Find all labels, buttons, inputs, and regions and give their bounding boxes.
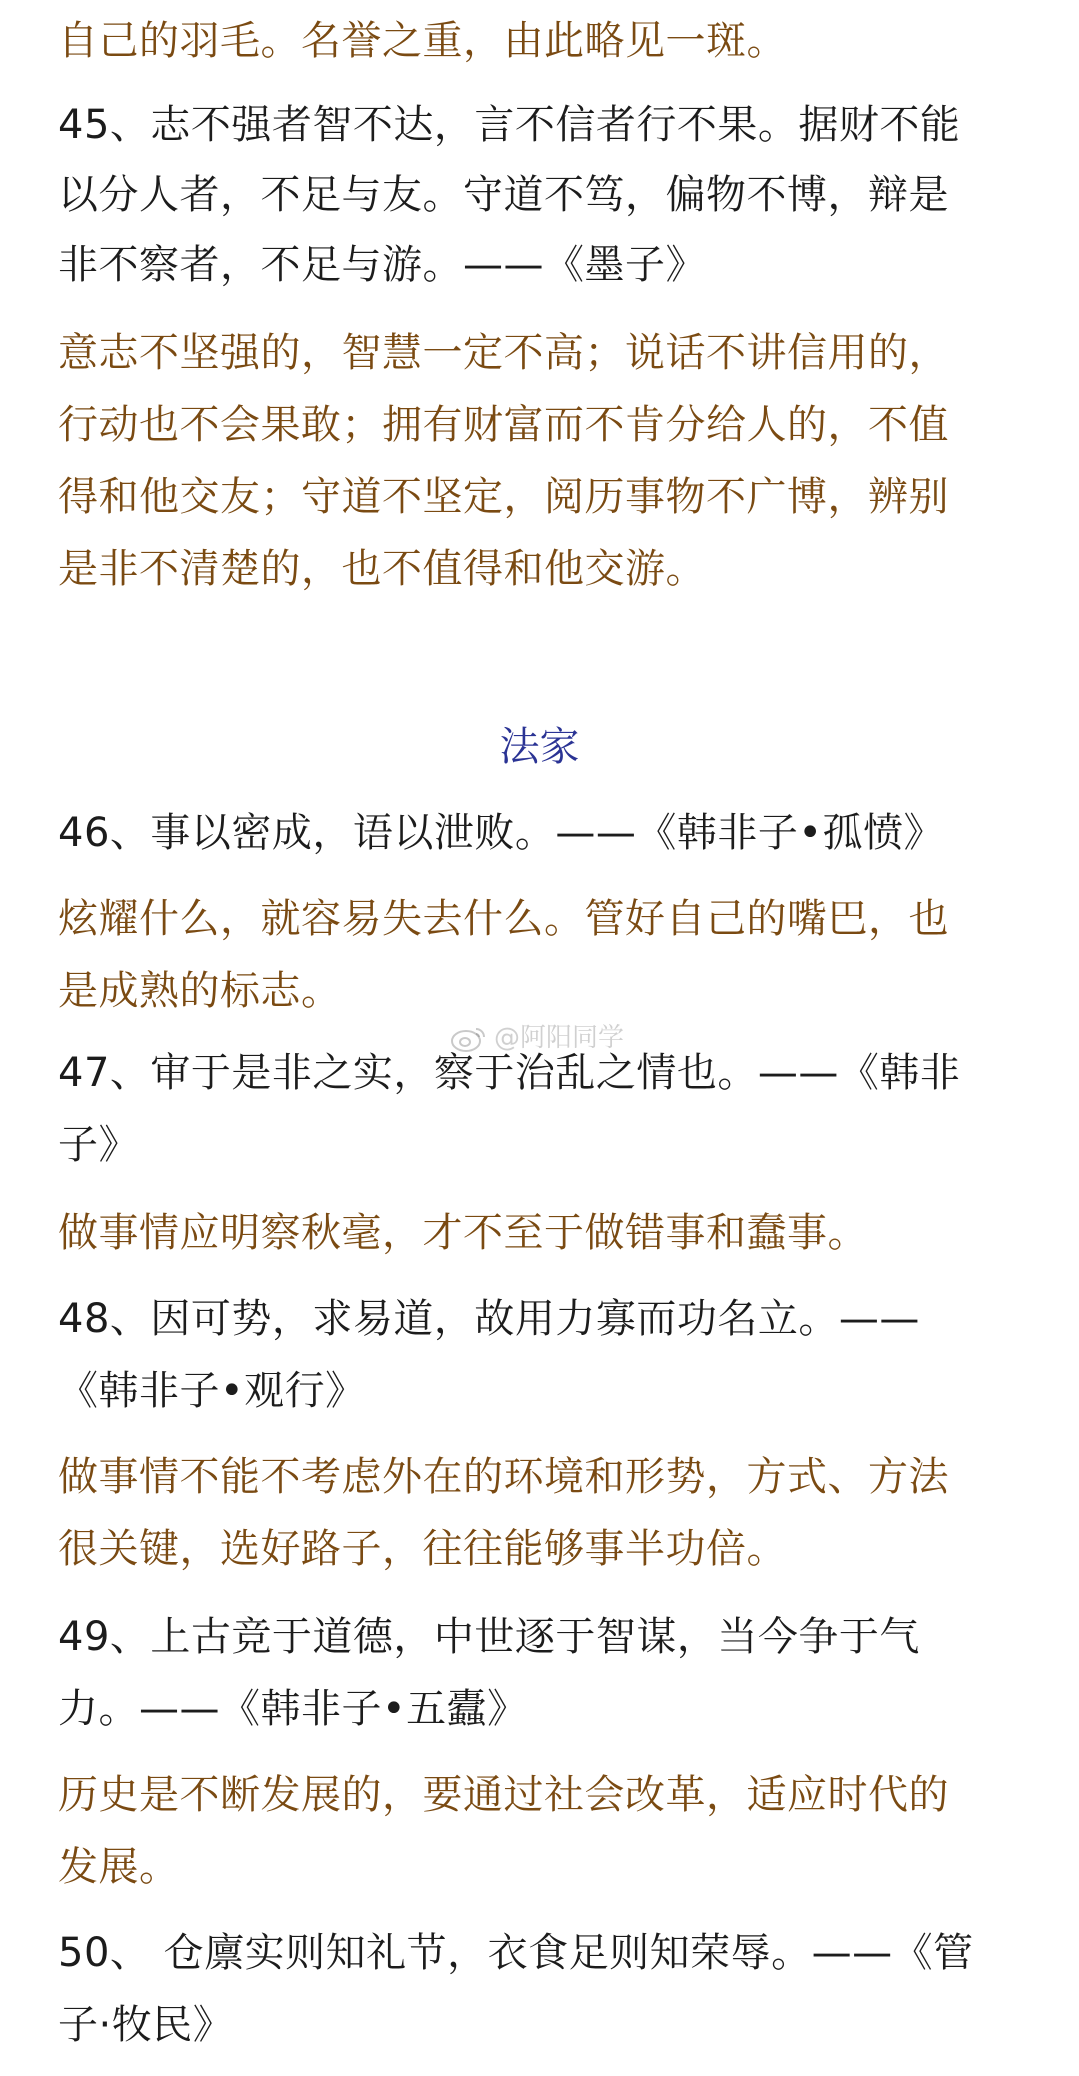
entry48-explain-line1: 做事情不能不考虑外在的环境和形势，方式、方法 xyxy=(58,1454,949,1500)
entry45-explain-line1: 意志不坚强的，智慧一定不高；说话不讲信用的， xyxy=(58,330,949,376)
entry50-quote-line2: 子·牧民》 xyxy=(58,2002,234,2048)
entry45-quote-line3: 非不察者，不足与游。——《墨子》 xyxy=(58,242,706,288)
section-heading: 法家 xyxy=(499,724,580,770)
entry48-quote-line1: 48、因可势，求易道，故用力寡而功名立。—— xyxy=(58,1296,920,1342)
entry48-explain-line2: 很关键，选好路子，往往能够事半功倍。 xyxy=(58,1526,787,1572)
entry46-explain-line1: 炫耀什么，就容易失去什么。管好自己的嘴巴，也 xyxy=(58,896,949,942)
intro-line: 自己的羽毛。名誉之重，由此略见一斑。 xyxy=(58,18,787,64)
entry49-quote-line1: 49、上古竞于道德，中世逐于智谋，当今争于气 xyxy=(58,1614,920,1660)
entry49-quote-line2: 力。——《韩非子•五蠹》 xyxy=(58,1686,528,1732)
entry46-explain-line2: 是成熟的标志。 xyxy=(58,968,342,1014)
entry46-quote-line1: 46、事以密成，语以泄败。——《韩非子•孤愤》 xyxy=(58,810,944,856)
entry50-quote-line1: 50、 仓廪实则知礼节，衣食足则知荣辱。——《管 xyxy=(58,1930,974,1976)
entry45-quote-line2: 以分人者，不足与友。守道不笃，偏物不博，辩是 xyxy=(58,172,949,218)
entry45-explain-line3: 得和他交友；守道不坚定，阅历事物不广博，辨别 xyxy=(58,474,949,520)
entry45-explain-line4: 是非不清楚的，也不值得和他交游。 xyxy=(58,546,706,592)
entry49-explain-line1: 历史是不断发展的，要通过社会改革，适应时代的 xyxy=(58,1772,949,1818)
entry48-quote-line2: 《韩非子•观行》 xyxy=(58,1368,366,1414)
entry47-quote-line1: 47、审于是非之实，察于治乱之情也。——《韩非 xyxy=(58,1050,961,1096)
entry47-explain-line1: 做事情应明察秋毫，才不至于做错事和蠢事。 xyxy=(58,1210,868,1256)
entry45-quote-line1: 45、志不强者智不达，言不信者行不果。据财不能 xyxy=(58,102,961,148)
watermark-text: @阿阳同学 xyxy=(494,1023,625,1053)
entry47-quote-line2: 子》 xyxy=(58,1122,139,1168)
entry45-explain-line2: 行动也不会果敢；拥有财富而不肯分给人的，不值 xyxy=(58,402,949,448)
entry49-explain-line2: 发展。 xyxy=(58,1844,180,1890)
